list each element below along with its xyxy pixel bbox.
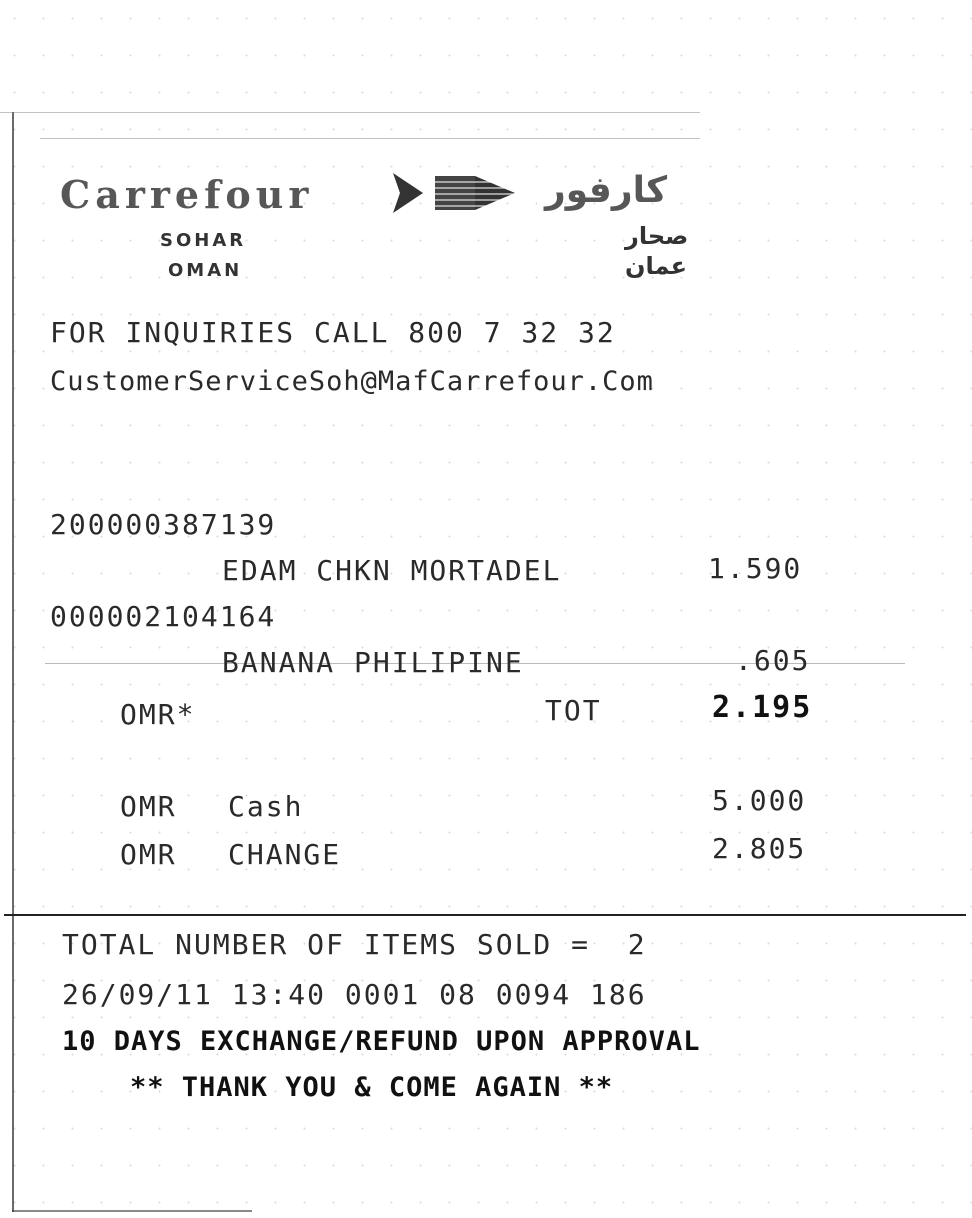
item-barcode: 200000387139 xyxy=(50,508,277,541)
item-price: .605 xyxy=(735,644,811,677)
cash-value: 5.000 xyxy=(712,784,807,817)
inquiries-line: FOR INQUIRIES CALL 800 7 32 32 xyxy=(50,316,616,349)
change-currency: OMR xyxy=(120,838,177,871)
total-currency-label: OMR* xyxy=(120,698,196,731)
scan-line xyxy=(0,112,700,113)
store-city: SOHAR xyxy=(160,230,247,251)
item-description: EDAM CHKN MORTADEL xyxy=(222,554,562,587)
store-country-arabic: عمان xyxy=(625,252,687,280)
cash-currency: OMR xyxy=(120,790,177,823)
transaction-info: 26/09/11 13:40 0001 08 0094 186 xyxy=(62,978,647,1011)
scan-line xyxy=(40,138,700,139)
brand-wordmark-arabic: كارفور xyxy=(545,170,668,211)
paper-edge-bottom xyxy=(12,1210,252,1212)
total-value: 2.195 xyxy=(712,690,813,725)
change-value: 2.805 xyxy=(712,832,807,865)
store-country: OMAN xyxy=(168,260,243,281)
customer-service-email: CustomerServiceSoh@MafCarrefour.Com xyxy=(50,366,654,397)
brand-wordmark: Carrefour xyxy=(60,172,314,217)
store-city-arabic: صحار xyxy=(625,222,689,250)
paper-edge-left xyxy=(12,112,14,1212)
thank-you-message: ** THANK YOU & COME AGAIN ** xyxy=(130,1072,614,1103)
item-price: 1.590 xyxy=(708,552,803,585)
cash-label: Cash xyxy=(228,790,304,823)
section-divider xyxy=(4,914,966,916)
change-label: CHANGE xyxy=(228,838,342,871)
return-policy: 10 DAYS EXCHANGE/REFUND UPON APPROVAL xyxy=(62,1026,701,1057)
item-barcode: 000002104164 xyxy=(50,600,277,633)
item-description: BANANA PHILIPINE xyxy=(222,646,524,679)
carrefour-logo-icon xyxy=(385,168,525,218)
items-sold-count: TOTAL NUMBER OF ITEMS SOLD = 2 xyxy=(62,928,647,961)
total-label: TOT xyxy=(545,694,602,727)
